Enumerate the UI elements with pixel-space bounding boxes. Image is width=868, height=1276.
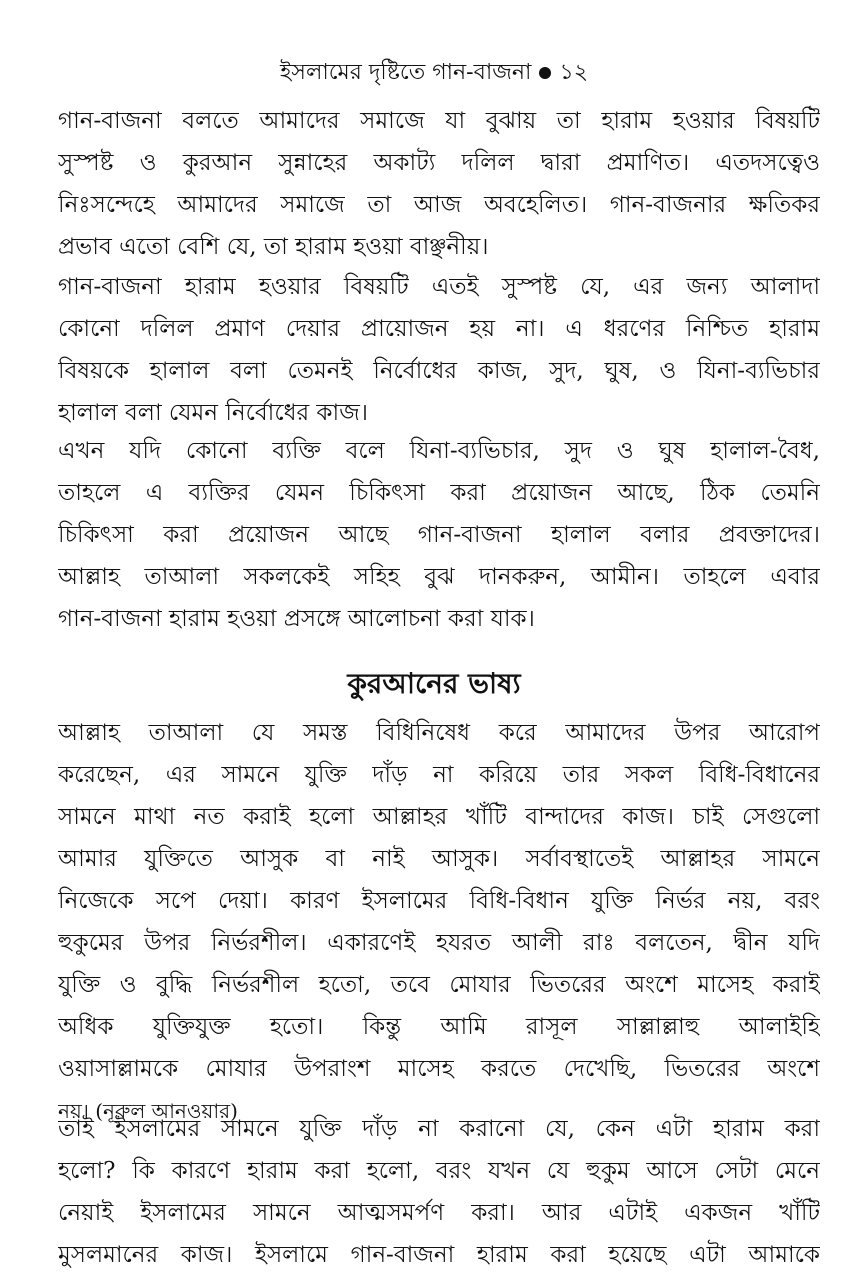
text-line: নয়। (নূরুল আনওয়ার): [58, 1099, 238, 1123]
text-line: হুকুমের উপর নির্ভরশীল। একারণেই হযরত আলী রাঃ বলতেন, দ্বীন যদি: [58, 930, 820, 956]
text-line: নিজেকে সপে দেয়া। কারণ ইসলামের বিধি-বিধান যুক্তি নির্ভর নয়, বরং: [58, 888, 820, 914]
text-line: হলো? কি কারণে হারাম করা হলো, বরং যখন যে হুকুম আসে সেটা মেনে: [58, 1158, 820, 1184]
paragraph-2: [58, 266, 820, 434]
text-line: কোনো দলিল প্রমাণ দেয়ার প্রায়োজন হয় না। এ ধরণের নিশ্চিত হারাম: [58, 316, 820, 342]
text-line: অধিক যুক্তিযুক্ত হতো। কিন্তু আমি রাসূল সাল্লাল্লাহু আলাইহি: [58, 1014, 820, 1040]
text-line: প্রভাব এতো বেশি যে, তা হারাম হওয়া বাঞ্ছনীয়।: [58, 234, 489, 260]
text-line: আল্লাহ তাআলা যে সমস্ত বিধিনিষেধ করে আমাদের উপর আরোপ: [58, 720, 820, 746]
text-line: মুসলমানের কাজ। ইসলামে গান-বাজনা হারাম করা হয়েছে এটা আমাকে: [58, 1242, 820, 1268]
text-line: তাহলে এ ব্যক্তির যেমন চিকিৎসা করা প্রয়োজন আছে, ঠিক তেমনি: [58, 480, 820, 506]
text-line: গান-বাজনা বলতে আমাদের সমাজে যা বুঝায় তা হারাম হওয়ার বিষয়টি: [58, 108, 820, 134]
paragraph-4: [58, 712, 820, 1132]
text-line: করেছেন, এর সামনে যুক্তি দাঁড় না করিয়ে তার সকল বিধি-বিধানের: [58, 762, 820, 788]
book-title: ইসলামের দৃষ্টিতে গান-বাজনা: [279, 60, 532, 85]
text-line: হালাল বলা যেমন নির্বোধের কাজ।: [58, 400, 368, 426]
text-line: আল্লাহ তাআলা সকলকেই সহিহ বুঝ দানকরুন, আমীন। তাহলে এবার: [58, 564, 820, 590]
text-line: সুস্পষ্ট ও কুরআন সুন্নাহের অকাট্য দলিল দ্বারা প্রমাণিত। এতদসত্বেও: [58, 150, 820, 176]
text-line: চিকিৎসা করা প্রয়োজন আছে গান-বাজনা হালাল বলার প্রবক্তাদের।: [58, 522, 820, 548]
text-line: গান-বাজনা হারাম হওয়া প্রসঙ্গে আলোচনা করা যাক।: [58, 606, 535, 632]
text-line: গান-বাজনা হারাম হওয়ার বিষয়টি এতই সুস্পষ্ট যে, এর জন্য আলাদা: [58, 274, 820, 300]
text-line: যুক্তি ও বুদ্ধি নির্ভরশীল হতো, তবে মোযার ভিতরের অংশে মাসেহ করাই: [58, 972, 820, 998]
text-line: বিষয়কে হালাল বলা তেমনই নির্বোধের কাজ, সুদ, ঘুষ, ও যিনা-ব্যভিচার: [58, 358, 820, 384]
paragraph-1: [58, 100, 820, 268]
paragraph-3: [58, 430, 820, 640]
paragraph-5: [58, 1108, 820, 1276]
text-line: নিঃসন্দেহে আমাদের সমাজে তা আজ অবহেলিত। গান-বাজনার ক্ষতিকর: [58, 192, 820, 218]
text-line: আমার যুক্তিতে আসুক বা নাই আসুক। সর্বাবস্থাতেই আল্লাহর সামনে: [58, 846, 820, 872]
page-number: ১২: [559, 60, 589, 85]
text-line: নেয়াই ইসলামের সামনে আত্মসমর্পণ করা। আর এটাই একজন খাঁটি: [58, 1200, 820, 1226]
text-line: সামনে মাথা নত করাই হলো আল্লাহর খাঁটি বান্দাদের কাজ। চাই সেগুলো: [58, 804, 820, 830]
section-heading: কুরআনের ভাষ্য: [347, 667, 521, 700]
text-line: ওয়াসাল্লামকে মোযার উপরাংশ মাসেহ করতে দেখেছি, ভিতরের অংশে: [58, 1056, 820, 1082]
running-header: [0, 58, 868, 88]
text-line: তাই ইসলামের সামনে যুক্তি দাঁড় না করানো যে, কেন এটা হারাম করা: [58, 1116, 820, 1142]
bullet-separator-icon: [539, 67, 551, 79]
text-line: এখন যদি কোনো ব্যক্তি বলে যিনা-ব্যভিচার, সুদ ও ঘুষ হালাল-বৈধ,: [58, 438, 820, 464]
